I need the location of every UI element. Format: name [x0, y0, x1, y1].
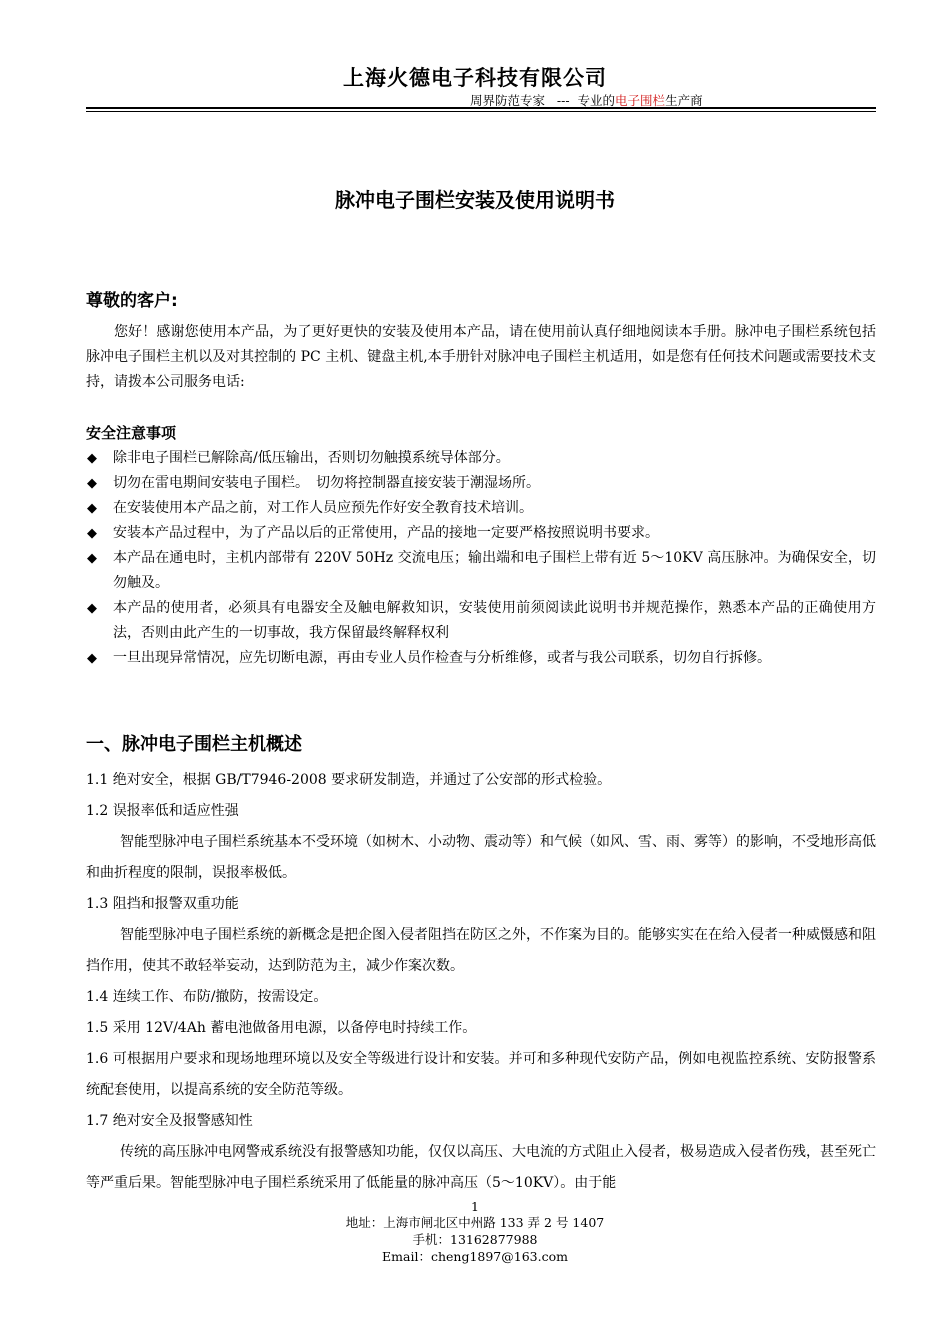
safety-heading: 安全注意事项	[86, 424, 177, 442]
safety-list	[86, 446, 876, 671]
footer-email: Email：cheng1897@163.com	[382, 1249, 568, 1264]
safety-item: ◆ 切勿在雷电期间安装电子围栏。 切勿将控制器直接安装于潮湿场所。	[86, 471, 876, 496]
header-rule-thin	[86, 111, 876, 112]
tagline-suffix: 生产商	[665, 93, 703, 108]
bullet-diamond-icon: ◆	[87, 451, 97, 466]
safety-item: ◆ 除非电子围栏已解除高/低压输出，否则切勿触摸系统导体部分。	[86, 446, 876, 471]
footer-phone: 手机：13162877988	[412, 1232, 538, 1247]
section-1-2: 1.2 误报率低和适应性强	[86, 803, 239, 819]
section-1-4: 1.4 连续工作、布防/撤防，按需设定。	[86, 989, 328, 1005]
page-number: 1	[471, 1199, 479, 1214]
company-name: 上海火德电子科技有限公司	[343, 66, 607, 90]
greeting: 尊敬的客户:	[86, 291, 178, 311]
tagline-highlight: 电子围栏	[615, 93, 666, 108]
safety-item: ◆ 一旦出现异常情况，应先切断电源，再由专业人员作检查与分析维修，或者与我公司联系，切勿自行拆修。	[86, 646, 876, 671]
bullet-diamond-icon: ◆	[87, 651, 97, 666]
section-1-3: 1.3 阻挡和报警双重功能	[86, 896, 239, 912]
safety-item: ◆ 本产品的使用者，必须具有电器安全及触电解救知识，安装使用前须阅读此说明书并规范操作，熟悉本产品的正确使用方法，否则由此产生的一切事故，我方保留最终解释权利	[86, 596, 876, 646]
section-1-7-body: 传统的高压脉冲电网警戒系统没有报警感知功能，仅仅以高压、大电流的方式阻止入侵者，极易造成入侵者伤残，甚至死亡等严重后果。智能型脉冲电子围栏系统采用了低能量的脉冲高压（5～10KV）。由于能	[86, 1144, 876, 1191]
section-1-7: 1.7 绝对安全及报警感知性	[86, 1113, 253, 1129]
section-1-1: 1.1 绝对安全，根据 GB/T7946-2008 要求研发制造，并通过了公安部的形式检验。	[86, 772, 612, 788]
bullet-diamond-icon: ◆	[87, 526, 97, 541]
bullet-diamond-icon: ◆	[87, 551, 97, 566]
bullet-diamond-icon: ◆	[87, 501, 97, 516]
bullet-diamond-icon: ◆	[87, 601, 97, 616]
tagline-prefix: 周界防范专家 --- 专业的	[470, 93, 616, 108]
section-1-3-body: 智能型脉冲电子围栏系统的新概念是把企图入侵者阻挡在防区之外，不作案为目的。能够实实在在给入侵者一种威慑感和阻挡作用，使其不敢轻举妄动，达到防范为主，减少作案次数。	[86, 927, 876, 974]
safety-item: ◆ 在安装使用本产品之前，对工作人员应预先作好安全教育技术培训。	[86, 496, 876, 521]
section-1-heading: 一、脉冲电子围栏主机概述	[86, 734, 302, 755]
section-1-6: 1.6 可根据用户要求和现场地理环境以及安全等级进行设计和安装。并可和多种现代安防产品，例如电视监控系统、安防报警系统配套使用，以提高系统的安全防范等级。	[86, 1051, 876, 1098]
section-1-5: 1.5 采用 12V/4Ah 蓄电池做备用电源，以备停电时持续工作。	[86, 1020, 477, 1036]
intro-paragraph: 您好！感谢您使用本产品，为了更好更快的安装及使用本产品，请在使用前认真仔细地阅读本手册。脉冲电子围栏系统包括脉冲电子围栏主机以及对其控制的 PC 主机、键盘主机,本手册针对脉冲电子围栏主机适用，如是您有任何技术问题或需要技术支持，请拨本公司服务电话:	[86, 324, 876, 390]
section-1-2-body: 智能型脉冲电子围栏系统基本不受环境（如树木、小动物、震动等）和气候（如风、雪、雨、雾等）的影响，不受地形高低和曲折程度的限制，误报率极低。	[86, 834, 876, 881]
footer-address: 地址：上海市闸北区中州路 133 弄 2 号 1407	[345, 1215, 605, 1230]
document-title: 脉冲电子围栏安装及使用说明书	[335, 188, 615, 212]
safety-item: ◆ 本产品在通电时，主机内部带有 220V 50Hz 交流电压；输出端和电子围栏上带有近 5～10KV 高压脉冲。为确保安全，切勿触及。	[86, 546, 876, 596]
bullet-diamond-icon: ◆	[87, 476, 97, 491]
header-rule-thick	[86, 107, 876, 109]
safety-item: ◆ 安装本产品过程中，为了产品以后的正常使用，产品的接地一定要严格按照说明书要求。	[86, 521, 876, 546]
